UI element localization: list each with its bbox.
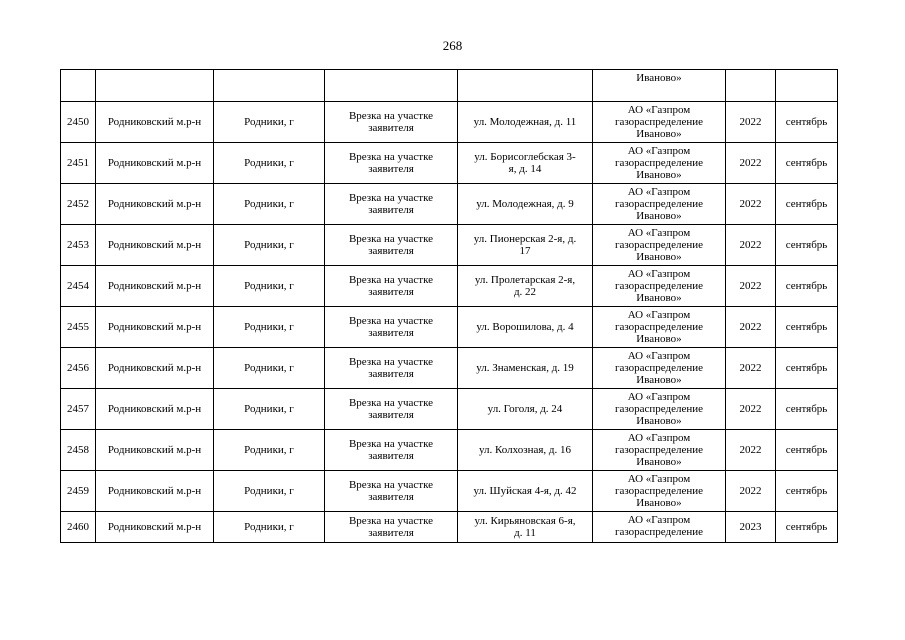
organization-line: Иваново» (636, 210, 682, 222)
cell-settlement: Родники, г (214, 512, 325, 543)
cell-district: Родниковский м.р-н (96, 471, 214, 512)
cell-organization (593, 102, 726, 143)
cell-district: Родниковский м.р-н (96, 143, 214, 184)
cell-number: 2458 (61, 430, 96, 471)
work-type-line: заявителя (368, 286, 414, 298)
cell-number: 2451 (61, 143, 96, 184)
cell-work-type (325, 348, 458, 389)
cell-settlement: Родники, г (214, 348, 325, 389)
address-line: ул. Борисоглебская 3- (474, 151, 576, 163)
organization-line: Иваново» (636, 251, 682, 263)
work-type-line: Врезка на участке (348, 515, 434, 527)
address-line: д. 22 (513, 286, 537, 298)
organization-line: АО «Газпром (627, 473, 691, 485)
table-row (61, 471, 838, 512)
cell-address (458, 471, 593, 512)
cell-district: Родниковский м.р-н (96, 430, 214, 471)
cell-address (458, 266, 593, 307)
cell-organization (593, 307, 726, 348)
cell-organization (593, 266, 726, 307)
cell-empty (214, 70, 325, 102)
organization-line: газораспределение (614, 198, 704, 210)
work-schedule-table (60, 69, 838, 543)
cell-empty (726, 70, 776, 102)
cell-organization-continued: Иваново» (593, 70, 726, 102)
cell-year: 2022 (726, 225, 776, 266)
cell-month: сентябрь (776, 184, 838, 225)
address-line: ул. Ворошилова, д. 4 (476, 321, 574, 333)
work-type-line: Врезка на участке (348, 438, 434, 450)
address-line: 17 (519, 245, 531, 257)
cell-work-type (325, 266, 458, 307)
organization-line: Иваново» (636, 497, 682, 509)
cell-year: 2023 (726, 512, 776, 543)
work-type-line: заявителя (368, 163, 414, 175)
organization-line: газораспределение (614, 321, 704, 333)
work-type-line: Врезка на участке (348, 397, 434, 409)
cell-month: сентябрь (776, 389, 838, 430)
cell-work-type (325, 512, 458, 543)
organization-line: газораспределение (614, 526, 704, 538)
cell-work-type (325, 471, 458, 512)
organization-line: Иваново» (636, 456, 682, 468)
cell-organization (593, 143, 726, 184)
address-line: ул. Знаменская, д. 19 (476, 362, 574, 374)
organization-line: АО «Газпром (627, 186, 691, 198)
work-type-line: заявителя (368, 409, 414, 421)
cell-month: сентябрь (776, 348, 838, 389)
organization-line: Иваново» (636, 169, 682, 181)
organization-line: газораспределение (614, 116, 704, 128)
cell-number: 2453 (61, 225, 96, 266)
cell-settlement: Родники, г (214, 225, 325, 266)
work-type-line: Врезка на участке (348, 151, 434, 163)
cell-settlement: Родники, г (214, 471, 325, 512)
organization-line: АО «Газпром (627, 145, 691, 157)
table-row (61, 389, 838, 430)
cell-organization (593, 512, 726, 543)
table-row (61, 512, 838, 543)
organization-line: АО «Газпром (627, 350, 691, 362)
organization-line: газораспределение (614, 485, 704, 497)
cell-settlement: Родники, г (214, 266, 325, 307)
organization-line: газораспределение (614, 362, 704, 374)
work-type-line: заявителя (368, 527, 414, 539)
cell-year: 2022 (726, 266, 776, 307)
continued-row (61, 70, 838, 102)
cell-month: сентябрь (776, 471, 838, 512)
address-line: ул. Пионерская 2-я, д. (473, 233, 577, 245)
organization-line: газораспределение (614, 239, 704, 251)
cell-work-type (325, 430, 458, 471)
cell-organization (593, 348, 726, 389)
organization-line: газораспределение (614, 280, 704, 292)
cell-year: 2022 (726, 430, 776, 471)
work-type-line: Врезка на участке (348, 233, 434, 245)
cell-work-type (325, 307, 458, 348)
cell-work-type (325, 102, 458, 143)
address-line: ул. Шуйская 4-я, д. 42 (473, 485, 577, 497)
address-line: ул. Колхозная, д. 16 (479, 444, 571, 456)
cell-year: 2022 (726, 348, 776, 389)
table-body (61, 70, 838, 543)
address-line: д. 11 (514, 527, 536, 539)
cell-work-type (325, 184, 458, 225)
organization-line: АО «Газпром (627, 104, 691, 116)
cell-district: Родниковский м.р-н (96, 102, 214, 143)
table-row (61, 266, 838, 307)
organization-line: Иваново» (636, 415, 682, 427)
table-row (61, 225, 838, 266)
cell-work-type (325, 389, 458, 430)
cell-empty (96, 70, 214, 102)
organization-line: Иваново» (636, 333, 682, 345)
cell-empty (458, 70, 593, 102)
organization-line: АО «Газпром (627, 309, 691, 321)
cell-empty (325, 70, 458, 102)
cell-year: 2022 (726, 102, 776, 143)
cell-number: 2450 (61, 102, 96, 143)
work-type-line: заявителя (368, 204, 414, 216)
cell-address (458, 225, 593, 266)
cell-work-type (325, 143, 458, 184)
cell-address (458, 389, 593, 430)
cell-address (458, 102, 593, 143)
cell-month: сентябрь (776, 512, 838, 543)
work-type-line: Врезка на участке (348, 479, 434, 491)
work-type-line: Врезка на участке (348, 274, 434, 286)
cell-year: 2022 (726, 143, 776, 184)
cell-number: 2455 (61, 307, 96, 348)
cell-month: сентябрь (776, 225, 838, 266)
work-type-line: заявителя (368, 327, 414, 339)
page-number: 268 (442, 38, 463, 53)
work-type-line: Врезка на участке (348, 356, 434, 368)
cell-settlement: Родники, г (214, 102, 325, 143)
cell-number: 2454 (61, 266, 96, 307)
cell-month: сентябрь (776, 102, 838, 143)
cell-district: Родниковский м.р-н (96, 389, 214, 430)
organization-line: Иваново» (636, 292, 682, 304)
organization-line: газораспределение (614, 444, 704, 456)
organization-line: газораспределение (614, 403, 704, 415)
cell-organization (593, 389, 726, 430)
cell-address (458, 307, 593, 348)
work-type-line: заявителя (368, 245, 414, 257)
cell-month: сентябрь (776, 307, 838, 348)
organization-line: АО «Газпром (627, 432, 691, 444)
address-line: я, д. 14 (508, 163, 542, 175)
cell-empty (61, 70, 96, 102)
cell-month: сентябрь (776, 430, 838, 471)
cell-work-type (325, 225, 458, 266)
cell-number: 2459 (61, 471, 96, 512)
work-type-line: заявителя (368, 491, 414, 503)
cell-year: 2022 (726, 184, 776, 225)
cell-organization (593, 430, 726, 471)
cell-settlement: Родники, г (214, 143, 325, 184)
cell-address (458, 348, 593, 389)
cell-address (458, 143, 593, 184)
organization-line: Иваново» (636, 128, 682, 140)
cell-settlement: Родники, г (214, 389, 325, 430)
organization-line: АО «Газпром (627, 268, 691, 280)
cell-number: 2452 (61, 184, 96, 225)
address-line: ул. Пролетарская 2-я, (474, 274, 576, 286)
cell-number: 2460 (61, 512, 96, 543)
address-line: ул. Молодежная, д. 9 (476, 198, 574, 210)
work-type-line: заявителя (368, 450, 414, 462)
cell-district: Родниковский м.р-н (96, 512, 214, 543)
table-row (61, 184, 838, 225)
cell-empty (776, 70, 838, 102)
cell-organization (593, 225, 726, 266)
cell-settlement: Родники, г (214, 184, 325, 225)
cell-district: Родниковский м.р-н (96, 184, 214, 225)
table-row (61, 430, 838, 471)
address-line: ул. Кирьяновская 6-я, (474, 515, 576, 527)
address-line: ул. Молодежная, д. 11 (473, 116, 577, 128)
work-type-line: заявителя (368, 122, 414, 134)
cell-address (458, 430, 593, 471)
cell-district: Родниковский м.р-н (96, 225, 214, 266)
organization-line: Иваново» (636, 374, 682, 386)
cell-month: сентябрь (776, 143, 838, 184)
cell-month: сентябрь (776, 266, 838, 307)
table-row (61, 102, 838, 143)
cell-district: Родниковский м.р-н (96, 348, 214, 389)
organization-line: АО «Газпром (627, 391, 691, 403)
cell-year: 2022 (726, 471, 776, 512)
cell-district: Родниковский м.р-н (96, 307, 214, 348)
cell-settlement: Родники, г (214, 430, 325, 471)
cell-address (458, 512, 593, 543)
address-line: ул. Гоголя, д. 24 (487, 403, 563, 415)
work-type-line: Врезка на участке (348, 315, 434, 327)
work-type-line: Врезка на участке (348, 192, 434, 204)
cell-year: 2022 (726, 307, 776, 348)
organization-line: АО «Газпром (627, 514, 691, 526)
table-row (61, 307, 838, 348)
organization-line: газораспределение (614, 157, 704, 169)
work-type-line: заявителя (368, 368, 414, 380)
cell-year: 2022 (726, 389, 776, 430)
cell-organization (593, 184, 726, 225)
cell-number: 2456 (61, 348, 96, 389)
cell-organization (593, 471, 726, 512)
table-row (61, 348, 838, 389)
work-type-line: Врезка на участке (348, 110, 434, 122)
cell-address (458, 184, 593, 225)
organization-line: АО «Газпром (627, 227, 691, 239)
cell-district: Родниковский м.р-н (96, 266, 214, 307)
cell-settlement: Родники, г (214, 307, 325, 348)
cell-number: 2457 (61, 389, 96, 430)
table-row (61, 143, 838, 184)
